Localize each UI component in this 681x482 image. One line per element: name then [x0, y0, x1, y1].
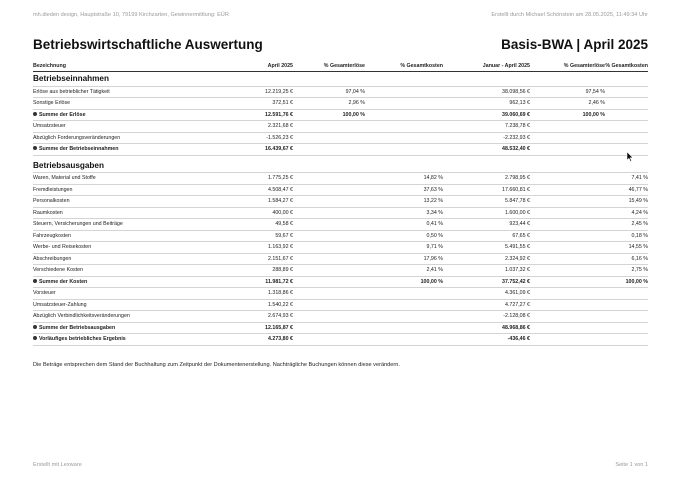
table-cell-c0: Fremdleistungen	[33, 186, 73, 193]
table-cell-c1: 1.584,27 €	[267, 198, 293, 205]
expand-dot-icon	[33, 112, 37, 116]
table-cell-c6: 15,49 %	[628, 198, 648, 205]
table-cell-c3: 100,00 %	[420, 278, 443, 285]
table-cell-c3: 0,50 %	[426, 232, 443, 239]
table-cell-c4: -2.232,93 €	[503, 134, 530, 141]
table-cell-c0: Waren, Material und Stoffe	[33, 175, 96, 182]
column-header-ytd-pct-revenue: % Gesamterlöse	[563, 63, 605, 69]
table-cell-c1: 11.981,72 €	[265, 278, 293, 285]
row-label: Vorläufiges betriebliches Ergebnis	[39, 336, 126, 343]
row-label: Summe der Erlöse	[39, 111, 86, 118]
table-cell-c3: 3,34 %	[426, 209, 443, 216]
table-cell-c1: 1.540,22 €	[267, 301, 293, 308]
table-cell-c1: 4.273,80 €	[267, 336, 293, 343]
table-cell-c1: -1.526,23 €	[266, 134, 293, 141]
table-cell-c3: 2,41 %	[426, 267, 443, 274]
table-row	[33, 219, 648, 231]
table-cell-c0: Verschiedene Kosten	[33, 267, 84, 274]
table-cell-c4: 37.752,42 €	[502, 278, 530, 285]
table-cell-c1: 49,58 €	[275, 221, 293, 228]
section-title: Betriebseinnahmen	[33, 74, 109, 84]
footnote: Die Beträge entsprechen dem Stand der Buchhaltung zum Zeitpunkt der Dokumentenerstellung. Nachträgliche Buchungen können diese verändern.	[33, 362, 400, 368]
table-cell-c3: 9,71 %	[426, 244, 443, 251]
table-cell-c1: 59,67 €	[275, 232, 293, 239]
table-cell-c1: 1.163,92 €	[267, 244, 293, 251]
table-cell-c0	[33, 325, 197, 331]
table-cell-c4: 4.727,27 €	[504, 301, 530, 308]
row-label: Summe der Betriebseinnahmen	[39, 146, 119, 153]
table-cell-c4: 5.491,55 €	[504, 244, 530, 251]
table-cell-c1: 4.508,47 €	[267, 186, 293, 193]
expand-dot-icon	[33, 336, 37, 340]
section-heading-expenses	[33, 159, 648, 174]
bwa-table	[33, 61, 648, 346]
table-cell-c4: 17.660,81 €	[502, 186, 530, 193]
table-cell-c6: 7,41 %	[631, 175, 648, 182]
table-cell-c4: 1.037,32 €	[504, 267, 530, 274]
table-cell-c6: 14,55 %	[628, 244, 648, 251]
table-cell-c3: 14,82 %	[423, 175, 443, 182]
page-subtitle: Basis-BWA | April 2025	[501, 37, 648, 52]
table-cell-c0: Vorsteuer	[33, 290, 56, 297]
table-cell-c0: Steuern, Versicherungen und Beiträge	[33, 221, 123, 228]
table-cell-c4: 38.098,56 €	[502, 88, 530, 95]
table-cell-c0: Sonstige Erlöse	[33, 100, 71, 107]
table-row	[33, 265, 648, 277]
table-cell-c6: 2,45 %	[631, 221, 648, 228]
table-cell-c4: 5.847,78 €	[504, 198, 530, 205]
table-cell-c1: 2.674,93 €	[267, 313, 293, 320]
table-cell-c4: 4.361,09 €	[504, 290, 530, 297]
document-meta-created: Erstellt durch Michael Schönstein am 28.05.2025, 11:49:34 Uhr	[491, 12, 648, 18]
table-cell-c3: 37,63 %	[423, 186, 443, 193]
column-header-bezeichnung: Bezeichnung	[33, 63, 66, 69]
sum-costs-row	[33, 277, 648, 289]
table-cell-c4: 39.060,69 €	[502, 111, 530, 118]
table-cell-c4: 2.798,95 €	[504, 175, 530, 182]
footer-created-with: Erstellt mit Lexware	[33, 462, 82, 468]
result-row	[33, 334, 648, 346]
expand-dot-icon	[33, 325, 37, 329]
table-cell-c2: 97,04 %	[345, 88, 365, 95]
table-cell-c4: 1.600,00 €	[504, 209, 530, 216]
table-cell-c0: Personalkosten	[33, 198, 70, 205]
table-row	[33, 196, 648, 208]
table-cell-c5: 2,46 %	[588, 100, 605, 107]
table-cell-c5: 100,00 %	[582, 111, 605, 118]
footer-page-number: Seite 1 von 1	[615, 462, 648, 468]
table-cell-c4: 923,44 €	[509, 221, 530, 228]
table-cell-c3: 13,22 %	[423, 198, 443, 205]
table-row	[33, 98, 648, 110]
table-row	[33, 288, 648, 300]
table-cell-c1: 16.439,67 €	[265, 146, 293, 153]
table-cell-c6: 46,77 %	[628, 186, 648, 193]
table-cell-c1: 12.591,76 €	[265, 111, 293, 118]
table-cell-c0	[33, 112, 197, 118]
expand-dot-icon	[33, 146, 37, 150]
table-row	[33, 87, 648, 99]
table-cell-c6: 0,18 %	[631, 232, 648, 239]
table-cell-c4: 67,65 €	[512, 232, 530, 239]
column-header-ytd-pct-costs: % Gesamtkosten	[605, 63, 648, 69]
table-header-row	[33, 61, 648, 72]
section-heading-income	[33, 72, 648, 87]
table-row	[33, 185, 648, 197]
table-cell-c4: 962,13 €	[509, 100, 530, 107]
table-row	[33, 300, 648, 312]
mouse-cursor-icon	[626, 152, 634, 162]
table-cell-c4: 48.968,86 €	[502, 324, 530, 331]
table-cell-c2: 100,00 %	[342, 111, 365, 118]
sum-revenue-row	[33, 110, 648, 122]
table-cell-c4: -2.128,08 €	[503, 313, 530, 320]
table-row	[33, 208, 648, 220]
table-cell-c0	[33, 146, 197, 152]
table-cell-c2: 2,96 %	[348, 100, 365, 107]
table-cell-c1: 400,00 €	[272, 209, 293, 216]
expand-dot-icon	[33, 279, 37, 283]
table-row	[33, 231, 648, 243]
table-cell-c5: 97,54 %	[585, 88, 605, 95]
column-header-ytd: Januar - April 2025	[482, 63, 530, 69]
table-cell-c6: 6,16 %	[631, 255, 648, 262]
column-header-pct-revenue: % Gesamterlöse	[323, 63, 365, 69]
table-cell-c3: 17,96 %	[423, 255, 443, 262]
table-row	[33, 173, 648, 185]
sum-income-row	[33, 144, 648, 156]
table-cell-c1: 288,89 €	[272, 267, 293, 274]
table-cell-c3: 0,41 %	[426, 221, 443, 228]
table-cell-c0: Erlöse aus betrieblicher Tätigkeit	[33, 88, 110, 95]
column-header-month: April 2025	[267, 63, 293, 69]
page-title: Betriebswirtschaftliche Auswertung	[33, 37, 263, 52]
table-cell-c1: 2.151,67 €	[267, 255, 293, 262]
table-cell-c0: Abzüglich Verbindlichkeitsveränderungen	[33, 313, 130, 320]
table-cell-c4: 48.532,40 €	[502, 146, 530, 153]
table-cell-c1: 372,51 €	[272, 100, 293, 107]
table-cell-c0: Werbe- und Reisekosten	[33, 244, 92, 251]
table-cell-c0: Raumkosten	[33, 209, 63, 216]
table-cell-c0	[33, 279, 197, 285]
table-cell-c0: Fahrzeugkosten	[33, 232, 71, 239]
column-header-pct-costs: % Gesamtkosten	[400, 63, 443, 69]
table-cell-c4: 2.324,92 €	[504, 255, 530, 262]
table-cell-c6: 2,75 %	[631, 267, 648, 274]
row-label: Summe der Kosten	[39, 278, 88, 285]
table-row	[33, 311, 648, 323]
table-row	[33, 133, 648, 145]
table-row	[33, 242, 648, 254]
table-cell-c1: 12.219,25 €	[265, 88, 293, 95]
table-cell-c1: 1.775,25 €	[267, 175, 293, 182]
table-cell-c0: Umsatzsteuer	[33, 123, 66, 130]
row-label: Summe der Betriebsausgaben	[39, 324, 116, 331]
table-cell-c0: Abschreibungen	[33, 255, 72, 262]
table-cell-c0: Umsatzsteuer-Zahlung	[33, 301, 87, 308]
table-cell-c0: Abzüglich Forderungsveränderungen	[33, 134, 121, 141]
table-row	[33, 254, 648, 266]
document-meta-company: mh.dieden design, Hauptstraße 10, 79199 Kirchzarten, Gewinnermittlung: EÜR	[33, 12, 229, 18]
sum-expenses-row	[33, 323, 648, 335]
table-cell-c1: 1.318,86 €	[267, 290, 293, 297]
table-cell-c6: 4,24 %	[631, 209, 648, 216]
table-cell-c0	[33, 336, 197, 342]
table-row	[33, 121, 648, 133]
section-title: Betriebsausgaben	[33, 160, 104, 170]
table-cell-c6: 100,00 %	[625, 278, 648, 285]
table-cell-c1: 12.165,87 €	[265, 324, 293, 331]
table-cell-c1: 2.321,68 €	[267, 123, 293, 130]
table-cell-c4: -436,46 €	[507, 336, 530, 343]
table-cell-c4: 7.238,78 €	[504, 123, 530, 130]
